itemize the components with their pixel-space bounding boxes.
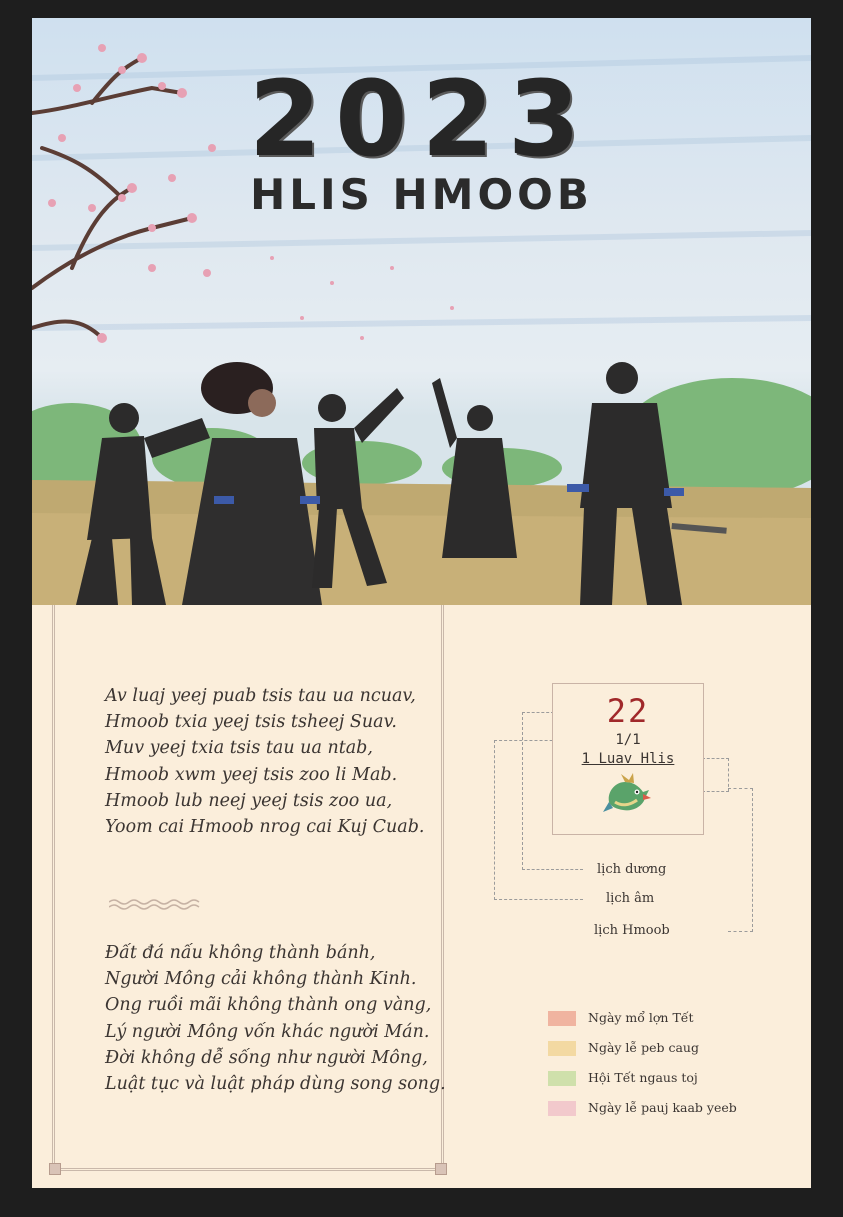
poem-line: Luật tục và luật pháp dùng song song. [105, 1074, 446, 1095]
solar-day: 22 [606, 692, 650, 730]
color-swatch [548, 1101, 576, 1116]
poem-line: Lý người Mông vốn khác người Mán. [105, 1021, 430, 1042]
cover-illustration [32, 18, 811, 605]
color-swatch [548, 1071, 576, 1086]
poem-line: Av luaj yeej puab tsis tau ua ncuav, [105, 686, 416, 706]
corner-ornament [49, 1163, 61, 1175]
color-legend-label: Ngày mổ lợn Tết [588, 1010, 694, 1025]
color-legend-label: Ngày lễ peb caug [588, 1040, 699, 1055]
poem-panel [52, 605, 444, 1171]
cover-year: 2023 [248, 58, 595, 180]
color-legend-label: Ngày lễ pauj kaab yeeb [588, 1100, 737, 1115]
solar-calendar-label: lịch dương [597, 862, 667, 877]
lunar-date: 1/1 [615, 732, 641, 748]
lunar-calendar-label: lịch âm [606, 891, 655, 906]
hmong-leader-line [728, 788, 753, 932]
poem-line: Đời không dễ sống như người Mông, [105, 1047, 428, 1068]
hmong-poem [105, 683, 425, 840]
poem-line: Hmoob xwm yeej tsis zoo li Mab. [105, 764, 398, 785]
poem-line: Muv yeej txia tsis tau ua ntab, [105, 738, 373, 759]
hmong-calendar-label: lịch Hmoob [594, 923, 670, 938]
wave-divider [109, 898, 201, 910]
poem-line: Yoom cai Hmoob nrog cai Kuj Cuab. [105, 817, 425, 838]
poem-line: Ong ruồi mãi không thành ong vàng, [105, 995, 432, 1016]
cover-subtitle: HLIS HMOOB [250, 170, 593, 219]
poem-line: Đất đá nấu không thành bánh, [105, 943, 376, 963]
color-swatch [548, 1041, 576, 1056]
poem-line: Người Mông cải không thành Kinh. [105, 969, 417, 990]
calendar-page [32, 18, 811, 1188]
hmong-leader-stub [702, 758, 729, 792]
corner-ornament [435, 1163, 447, 1175]
color-legend-label: Hội Tết ngaus toj [588, 1070, 698, 1085]
poem-line: Hmoob lub neej yeej tsis zoo ua, [105, 790, 393, 811]
dragon-icon [603, 772, 651, 818]
date-box [552, 683, 704, 835]
poem-line: Hmoob txia yeej tsis tsheej Suav. [105, 712, 397, 733]
color-swatch [548, 1011, 576, 1026]
hmong-date: 1 Luav Hlis [581, 751, 675, 767]
vietnamese-poem [105, 940, 446, 1097]
